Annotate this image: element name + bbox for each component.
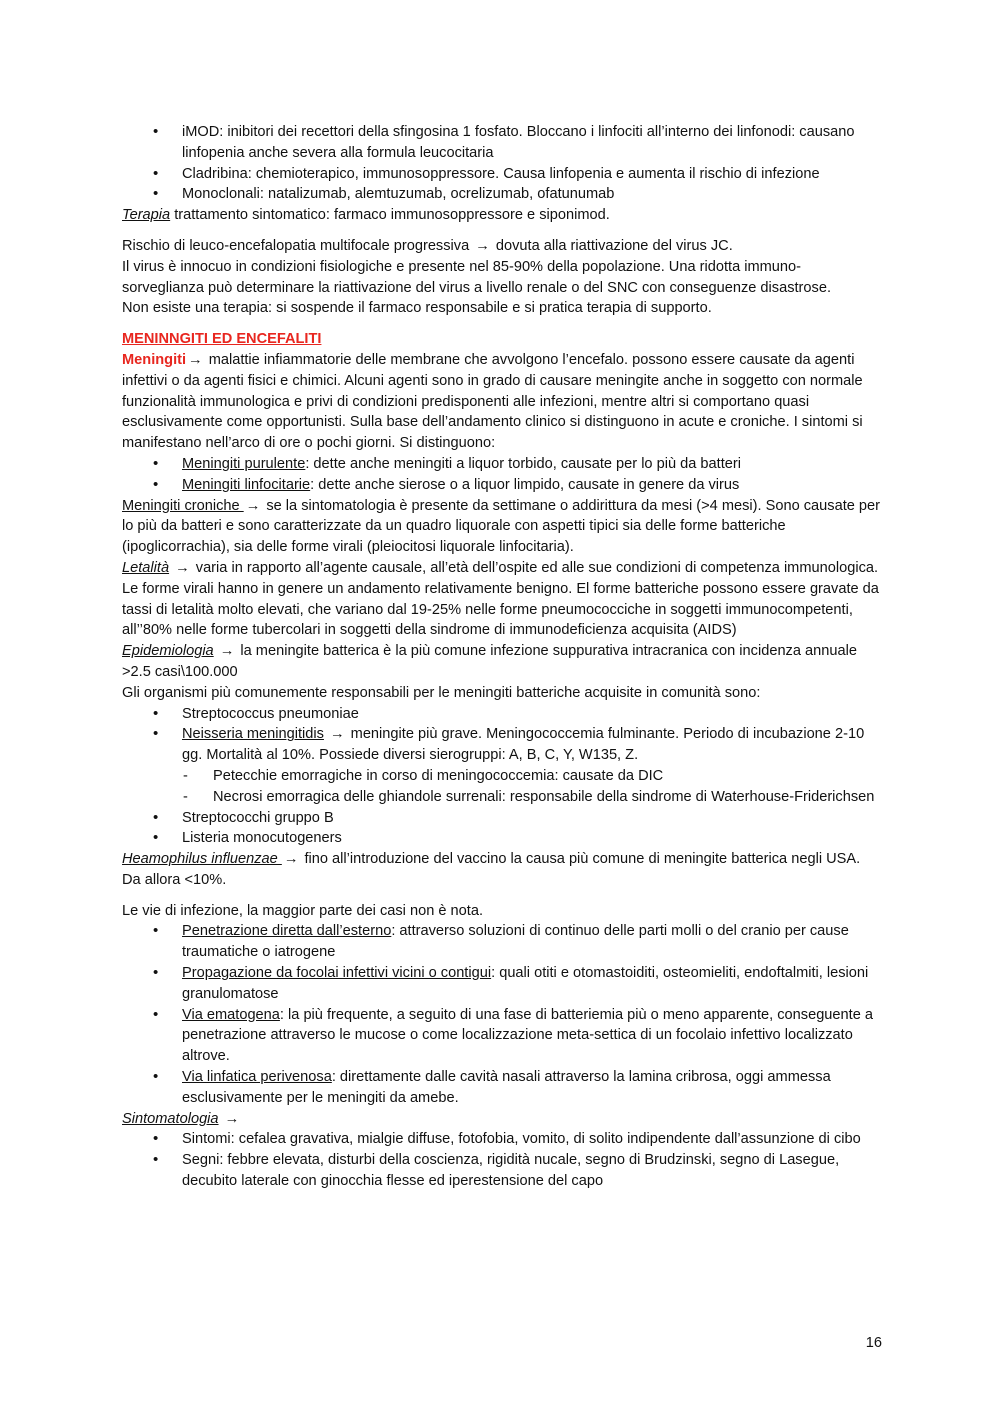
list-item: • Streptococchi gruppo B <box>122 808 882 829</box>
arrow-icon: → <box>188 351 203 368</box>
croniche-label: Meningiti croniche <box>122 497 244 514</box>
list-item: • Propagazione da focolai infettivi vicini o contigui: quali otiti e otomastoiditi, osteomieliti, endoftalmiti, lesioni granulomatose <box>122 963 882 1005</box>
page-number: 16 <box>865 1335 882 1351</box>
arrow-icon: → <box>330 726 345 743</box>
haemophilus-label: Heamophilus influenzae <box>122 851 282 868</box>
croniche-paragraph: Meningiti croniche → se la sintomatologia è presente da settimane o addirittura da mesi (>4 mesi). Sono causate per lo più da batteri e sono caratterizzate da un quadro liquorale con aspetti tipici sia delle forme batteriche (ipoglicorrachia), sia delle forme virali (pleiocitosi liquorale linfocitaria). <box>122 497 881 556</box>
epidemiologia-label: Epidemiologia <box>122 643 214 660</box>
sub-list-item: - Petecchie emorragiche in corso di meningococcemia: causate da DIC <box>122 766 882 787</box>
arrow-icon: → <box>224 1110 240 1127</box>
terapia-label: Terapia <box>122 207 171 224</box>
letalita-paragraph: Letalità → varia in rapporto all’agente causale, all’età dell’ospite ed alle sue condizioni di competenza immunologica. Le forme virali hanno in genere un andamento relativamente benigno. El forme batteriche possono essere gravate da tassi di letalità molto elevati, che variano dal 19-25% nelle forme pneumococciche in soggetti immunocompetenti, all’’80% nelle forme tubercolari in soggetti della sindrome di immunodeficienza acquisita (AIDS) <box>122 559 879 639</box>
list-item: • iMOD: inibitori dei recettori della sfingosina 1 fosfato. Bloccano i linfociti all’interno dei linfonodi: causano linfopenia anche severa alla formula leucocitaria <box>122 122 882 164</box>
arrow-icon: → <box>283 851 299 868</box>
symptoms-list <box>122 1129 882 1191</box>
treatment-list <box>122 122 882 205</box>
sintomatologia-heading: Sintomatologia → <box>122 1110 240 1127</box>
arrow-icon: → <box>175 559 190 576</box>
arrow-icon: → <box>475 237 490 254</box>
letalita-label: Letalità <box>122 559 170 576</box>
list-item: • Sintomi: cefalea gravativa, mialgie diffuse, fotofobia, vomito, di solito indipendente dall’assunzione di cibo <box>122 1129 882 1150</box>
haemophilus-paragraph: Heamophilus influenzae → fino all’introduzione del vaccino la causa più comune di meningite batterica negli USA. Da allora <10%. <box>122 851 861 888</box>
list-item: • Via linfatica perivenosa: direttamente dalle cavità nasali attraverso la lamina cribrosa, oggi ammessa esclusivamente per le meningiti da amebe. <box>122 1067 882 1109</box>
meningiti-label: Meningiti <box>122 351 187 368</box>
list-item: • Cladribina: chemioterapico, immunosoppressore. Causa linfopenia e aumenta il rischio di infezione <box>122 164 882 185</box>
therapy-note: Non esiste una terapia: si sospende il farmaco responsabile e si pratica terapia di supporto. <box>122 300 712 317</box>
list-item: • Meningiti purulente: dette anche meningiti a liquor torbido, causate per lo più da batteri <box>122 454 882 475</box>
meningiti-paragraph: Meningiti → malattie infiammatorie delle membrane che avvolgono l’encefalo. possono essere causate da agenti infettivi o da agenti fisici e chimici. Alcuni agenti sono in grado di causare meningite anche in soggetto con normale funzionalità immunologica e privi di condizioni predisponenti alle infezioni, mentre altri si comportano quasi esclusivamente come opportunisti. Sulla base dell’andamento clinico si distinguono in acute e croniche. I sintomi si manifestano nell’arco di ore o pochi giorni. Si distinguono: <box>122 351 863 452</box>
list-item: • Meningiti linfocitarie: dette anche sierose o a liquor limpido, causate in genere da virus <box>122 475 882 496</box>
list-item: • Segni: febbre elevata, disturbi della coscienza, rigidità nucale, segno di Brudzinski, segno di Lasegue, decubito laterale con ginocchia flesse ed iperestensione del capo <box>122 1150 882 1192</box>
infection-routes-list <box>122 921 882 1108</box>
organismi-intro: Gli organismi più comunemente responsabili per le meningiti batteriche acquisite in comunità sono: <box>122 684 761 701</box>
leuco-paragraph: Rischio di leuco-encefalopatia multifocale progressiva → dovuta alla riattivazione del virus JC. <box>122 237 733 254</box>
meningiti-types-list <box>122 454 882 496</box>
sub-list-item: - Necrosi emorragica delle ghiandole surrenali: responsabile della sindrome di Waterhouse-Friderichsen <box>122 787 882 808</box>
list-item: • Neisseria meningitidis → meningite più grave. Meningococcemia fulminante. Periodo di incubazione 2-10 gg. Mortalità al 10%. Possiede diversi sierogruppi: A, B, C, Y, W135, Z. <box>122 724 882 766</box>
vie-intro: Le vie di infezione, la maggior parte dei casi non è nota. <box>122 902 484 919</box>
list-item: • Strepto​coccus pneumoniae <box>122 704 882 725</box>
epidemiologia-paragraph: Epidemiologia → la meningite batterica è la più comune infezione suppurativa intracranica con incidenza annuale >2.5 casi\100.000 <box>122 643 857 680</box>
section-title: MENINNGITI ED ENCEFALITI <box>122 331 322 348</box>
terapia-paragraph: Terapia trattamento sintomatico: farmaco immunosoppressore e siponimod. <box>122 207 610 224</box>
arrow-icon: → <box>219 643 235 660</box>
document-body <box>122 122 882 1192</box>
list-item: • Monoclonali: natalizumab, alemtuzumab, ocrelizumab, ofatunumab <box>122 184 882 205</box>
list-item: • Via ematogena: la più frequente, a seguito di una fase di batteriemia più o meno apparente, conseguente a penetrazione attraverso le mucose o come localizzazione meta-settica di un focolaio infettivo localizzato altrove. <box>122 1005 882 1067</box>
organisms-list <box>122 704 882 850</box>
list-item: • Listeria monocutogeners <box>122 828 882 849</box>
list-item: • Penetrazione diretta dall’esterno: attraverso soluzioni di continuo delle parti molli o del cranio per cause traumatiche o iatrogene <box>122 921 882 963</box>
arrow-icon: → <box>245 497 261 514</box>
virus-paragraph: Il virus è innocuo in condizioni fisiologiche e presente nel 85-90% della popolazione. Una ridotta immuno-sorveglianza può determinare la riattivazione del virus a livello renale o del SNC con conseguenze disastrose. <box>122 258 831 296</box>
